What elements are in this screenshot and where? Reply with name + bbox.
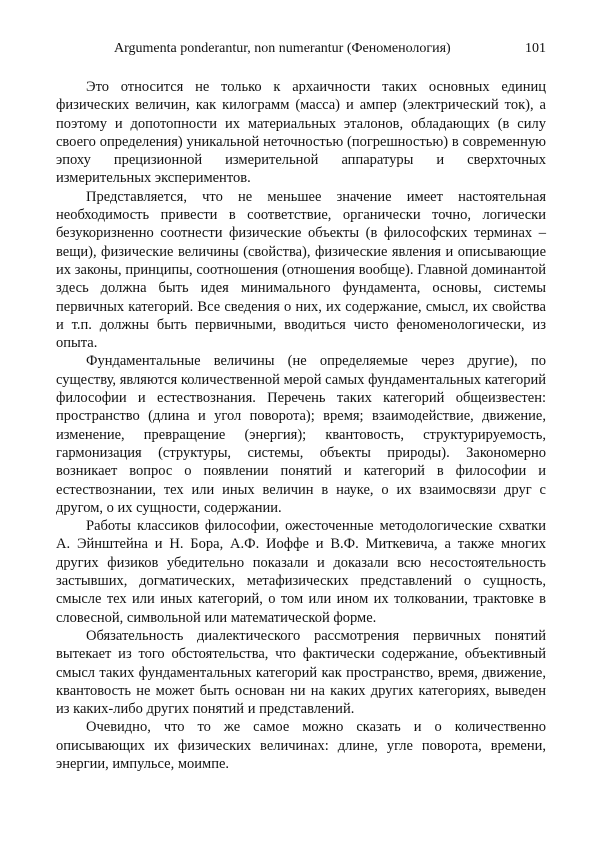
paragraph-6: Очевидно, что то же самое можно сказать и о количественно описывающих их физических величинах: длине, угле поворота, времени, энергии, импульсе, моимпе. [56, 719, 546, 772]
paragraph-3: Фундаментальные величины (не определяемые через другие), по существу, являются количественной мерой самых фундаментальных категорий философии и естествознания. Перечень таких категорий общеизвестен: пространство (длина и угол поворота); время; взаимодействие, движение, изменение, превращение (энергия); квантовость, структурируемость, гармонизация (структуры, системы, объекты природы). Закономерно возникает вопрос о появлении понятий и категорий в философии и естествознании, тех или иных величин в науке, о их взаимосвязи друг с другом, о их сущности, содержании. [56, 353, 546, 516]
paragraph-4: Работы классиков философии, ожесточенные методологические схватки А. Эйнштейна и Н. Бора, А.Ф. Иоффе и В.Ф. Миткевича, а также многих других физиков убедительно показали и доказали всю несостоятельность застывших, догматических, метафизических представлений о сущность, смысле тех или иных категорий, о том или ином их толковании, трактовке в словесной, символьной или математической форме. [56, 518, 546, 626]
paragraph-2: Представляется, что не меньшее значение имеет настоятельная необходимость привести в соответствие, органически точно, логически безукоризненно соотнести физические объекты (в философских терминах – вещи), физические величины (свойства), физические явления и описывающие их законы, принципы, соотношения (отношения вообще). Главной доминантой здесь должна быть идея минимального фундамента, основы, системы первичных категорий. Все сведения о них, их содержание, смысл, их свойства и т.п. должны быть первичными, вводиться чисто феноменологически, из опыта. [56, 188, 546, 352]
paragraph-1: Это относится не только к архаичности таких основных единиц физических величин, как килограмм (масса) и ампер (электрический ток), а поэтому и допотопности их материальных эталонов, обладающих (в силу своего определения) уникальной неточностью (погрешностью) в современную эпоху прецизионной измерительной аппаратуры и сверхточных измерительных экспериментов. [56, 79, 546, 187]
running-header [114, 40, 546, 60]
page-number: 101 [525, 41, 546, 56]
body-text [56, 78, 546, 773]
running-header-title: Argumenta ponderantur, non numerantur (Феноменология) [114, 41, 451, 56]
paragraph-5: Обязательность диалектического рассмотрения первичных понятий вытекает из того обстоятельства, что фактически содержание, объективный смысл таких фундаментальных категорий как пространство, время, движение, квантовость не может быть основан ни на каких других категориях, выведен из каких-либо других понятий и представлений. [56, 627, 546, 718]
